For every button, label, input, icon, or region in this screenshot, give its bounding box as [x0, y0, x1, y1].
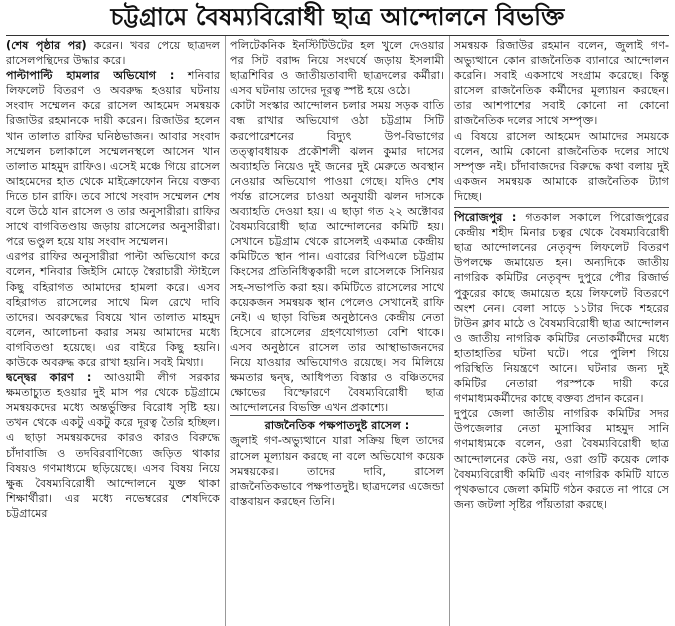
paragraph: দ্বন্দ্বের কারণ : আওয়ামী লীগ সরকার ক্ষমতাচ্যুত হওয়ার দুই মাস পর থেকে চট্টগ্রামে সমন্বয়কদের মধ্যে অন্তর্ভুক্তির বিরোধ সৃষ্টি হয়। তখন থেকে একটু একটু করে দূরত্ব তৈরি হচ্ছিল। এ ছাড়া সমন্বয়কদের কারও কারও বিরুদ্ধে চাঁদাবাজি ও তদবিরবাণিজ্যে জড়িত থাকার বিষয়ও গণমাধ্যমে ছড়িয়েছে। এসব বিষয় নিয়ে ক্ষুব্ধ বৈষম্যবিরোধী আন্দোলনে যুক্ত থাকা শিক্ষার্থীরা। এর মধ্যে নভেম্বরের শেষদিকে চট্টগ্রামের [6, 371, 220, 520]
column-3 [454, 38, 669, 624]
paragraph: (শেষ পৃষ্ঠার পর) করেন। খবর পেয়ে ছাত্রদল রাসেলপন্থিদের উদ্ধার করে। [6, 39, 220, 68]
column-1 [6, 38, 220, 624]
paragraph: কোটা সংস্কার আন্দোলন চলার সময় সড়ক বাতি বন্ধ রাখার অভিযোগ ওঠা চট্টগ্রাম সিটি করপোরেশনের বিদ্যুৎ উপ-বিভাগের তত্ত্বাবধায়ক প্রকৌশলী ঝলন কুমার দাসের অব্যাহতি নিয়েও দুই জনের দুই মেরুতে অবস্থান নেওয়ার অভিযোগ পাওয়া গেছে। যদিও শেষ পর্যন্ত রাসেলের চাওয়া অনুযায়ী ঝলন দাসকে অব্যাহতি দেওয়া হয়। এ ছাড়া গত ২২ অক্টোবর বৈষম্যবিরোধী ছাত্র আন্দোলনের কমিটি হয়। সেখানে চট্টগ্রাম থেকে রাসেলই একমাত্র কেন্দ্রীয় কমিটিতে স্থান পান। এবারের বিপিএলে চট্টগ্রাম কিংসের প্রতিনিধিত্বকারী দলে রাসেলকে সিনিয়র সহ-সভাপতি করা হয়। কমিটিতে রাসেলের সাথে কয়েকজন সমন্বয়ক স্থান পেলেও সেখানেই রাফি নেই। এ ছাড়া বিভিন্ন অনুষ্ঠানেও কেন্দ্রীয় নেতা হিসেবে রাসেলের গ্রহণযোগ্যতা বেশি থাকে। এসব অনুষ্ঠানে রাসেল তার আস্থাভাজনদের নিয়ে যাওয়ার অভিযোগও রয়েছে। সব মিলিয়ে ক্ষমতার দ্বন্দ্ব, আধিপত্য বিস্তার ও বঞ্চিতদের ক্ষোভের বিস্ফোরণে বৈষম্যবিরোধী ছাত্র আন্দোলনের বিভক্তি এখন প্রকাশ্যে। [230, 99, 444, 415]
column-divider [225, 36, 226, 626]
paragraph: জুলাই গণ-অভ্যুত্থানে যারা সক্রিয় ছিল তাদের রাসেল মূল্যায়ন করছে না বলে অভিযোগ কয়েক সমন্বয়কের। তাদের দাবি, রাসেল রাজনৈতিকভাবে পক্ষপাতদুষ্ট। ছাত্রদলের এজেন্ডা বাস্তবায়ন করছেন তিনি। [230, 434, 444, 508]
paragraph: দুপুরে জেলা জাতীয় নাগরিক কমিটির সদর উপজেলার নেতা মুসাব্বির মাহমুদ সানি গণমাধ্যমকে বলেন, ওরা বৈষম্যবিরোধী ছাত্র আন্দোলনের কেউ নয়, ওরা গুটি কয়েক লোক বৈষম্যবিরোধী কমিটি এবং নাগরিক কমিটি যাতে পৃথকভাবে জেলা কমিটি গঠন করতে না পারে সে জন্য জটলা সৃষ্টির পাঁয়তারা করছে। [454, 407, 669, 511]
paragraph: সমন্বয়ক রিজাউর রহমান বলেন, জুলাই গণ-অভ্যুত্থানে কোন রাজনৈতিক ব্যানারে আন্দোলন করেনি। সবাই একসাথে সংগ্রাম করেছে। কিন্তু রাসেল রাজনৈতিক কর্মীদের মূল্যায়ন করছেন। তার আশপাশের সবাই কোনো না কোনো রাজনৈতিক দলের সাথে সম্পৃক্ত। [454, 39, 669, 128]
subheading: পাল্টাপাল্টি হামলার অভিযোগ : [6, 69, 175, 83]
paragraph: পিরোজপুর : গতকাল সকালে পিরোজপুরের কেন্দ্রীয় শহীদ মিনার চত্বর থেকে বৈষম্যবিরোধী ছাত্র আন্দোলনের নেতৃবৃন্দ লিফলেট বিতরণ উপলক্ষে জমায়েত হন। অন্যদিকে জাতীয় নাগরিক কমিটির নেতৃবৃন্দ দুপুরে পৌর রিজার্ভ পুকুরের কাছে জমায়েত হয়ে লিফলেট বিতরণে অংশ নেন। বেলা সাড়ে ১১টার দিকে শহরের টাউন ক্লাব মাঠে ও বৈষম্যবিরোধী ছাত্র আন্দোলন ও জাতীয় নাগরিক কমিটির নেতাকর্মীদের মধ্যে হাতাহাতির ঘটনা ঘটে। পরে পুলিশ গিয়ে পরিস্থিতি নিয়ন্ত্রণে আনে। ঘটনার জন্য দুই কমিটির নেতারা পরস্পকে দায়ী করে গণমাধ্যমকর্মীদের কাছে বক্তব্য প্রদান করেন। [454, 211, 669, 406]
headline: চট্টগ্রামে বৈষম্যবিরোধী ছাত্র আন্দোলনে বিভক্তি [110, 2, 565, 31]
column-2 [230, 38, 444, 624]
headline-rule [6, 35, 669, 36]
subheading: রাজনৈতিক পক্ষপাতদুষ্ট রাসেল : [230, 415, 444, 433]
paragraph: পলিটেকনিক ইনস্টিটিউটের হল খুলে দেওয়ার পর সিট বরাদ্দ নিয়ে সংঘর্ষে জড়ায় ইসলামী ছাত্রশিবির ও জাতীয়তাবাদী ছাত্রদলের কর্মীরা। এসব ঘটনায় তাদের দূরত্ব স্পষ্ট হয়ে ওঠে। [230, 39, 444, 98]
column-divider [449, 36, 450, 626]
paragraph: এরপর রাফির অনুসারীরা পাল্টা অভিযোগ করে বলেন, শনিবার জিইসি মোড়ে স্বৈরাচারী স্টাইলে কিছু বহিরাগত আমাদের হামলা করে। এসব বহিরাগত রাসেলের সাথে মিল রেখে দাবি তাদের। অবরুদ্ধের বিষয়ে খান তালাত মাহমুদ বলেন, আলোচনা করার সময় আমাদের মধ্যে বাগবিতণ্ডা হয়েছে। এর বাইরে কিছু হয়নি। কাউকে অবরুদ্ধ করে রাখা হয়নি। সবই মিথ্যা। [6, 250, 220, 369]
subheading: দ্বন্দ্বের কারণ : [6, 371, 92, 385]
paragraph: এ বিষয়ে রাসেল আহমেদ আমাদের সময়কে বলেন, আমি কোনো রাজনৈতিক দলের সাথে সম্পৃক্ত নই। চাঁদাবাজদের বিরুদ্ধে কথা বলায় দুই একজন সমন্বয়ক আমাকে রাজনৈতিক ট্যাগ দিচ্ছে। [454, 129, 669, 203]
section-divider [454, 207, 669, 208]
paragraph: পাল্টাপাল্টি হামলার অভিযোগ : শনিবার লিফলেট বিতরণ ও অবরুদ্ধ হওয়ার ঘটনায় সংবাদ সম্মেলন করে রাসেল আহমেদ সমন্বয়ক রিজাউর রহমানকে দায়ী করেন। রিজাউর হলেন খান তালাত রাফির ঘনিষ্ঠভাজন। আবার সংবাদ সম্মেলন চলাকালে সম্মেলনস্থলে আসেন খান তালাত মাহমুদ রাফিও। এসেই মঞ্চে গিয়ে রাসেল আহমেদের হাত থেকে মাইক্রোফোন নিয়ে বক্তব্য দিতে চান রাফি। তবে সাথে সংবাদ সম্মেলন শেষ বলে উঠে যান রাসেল ও তার অনুসারীরা। রাফির সাথে বাগবিতণ্ডায় জড়ায় রাসেলের অনুসারীরা। পরে ভণ্ডুল হয়ে যায় সংবাদ সম্মেলন। [6, 69, 220, 249]
continued-label: (শেষ পৃষ্ঠার পর) [6, 39, 87, 52]
subheading: পিরোজপুর : [454, 211, 517, 225]
